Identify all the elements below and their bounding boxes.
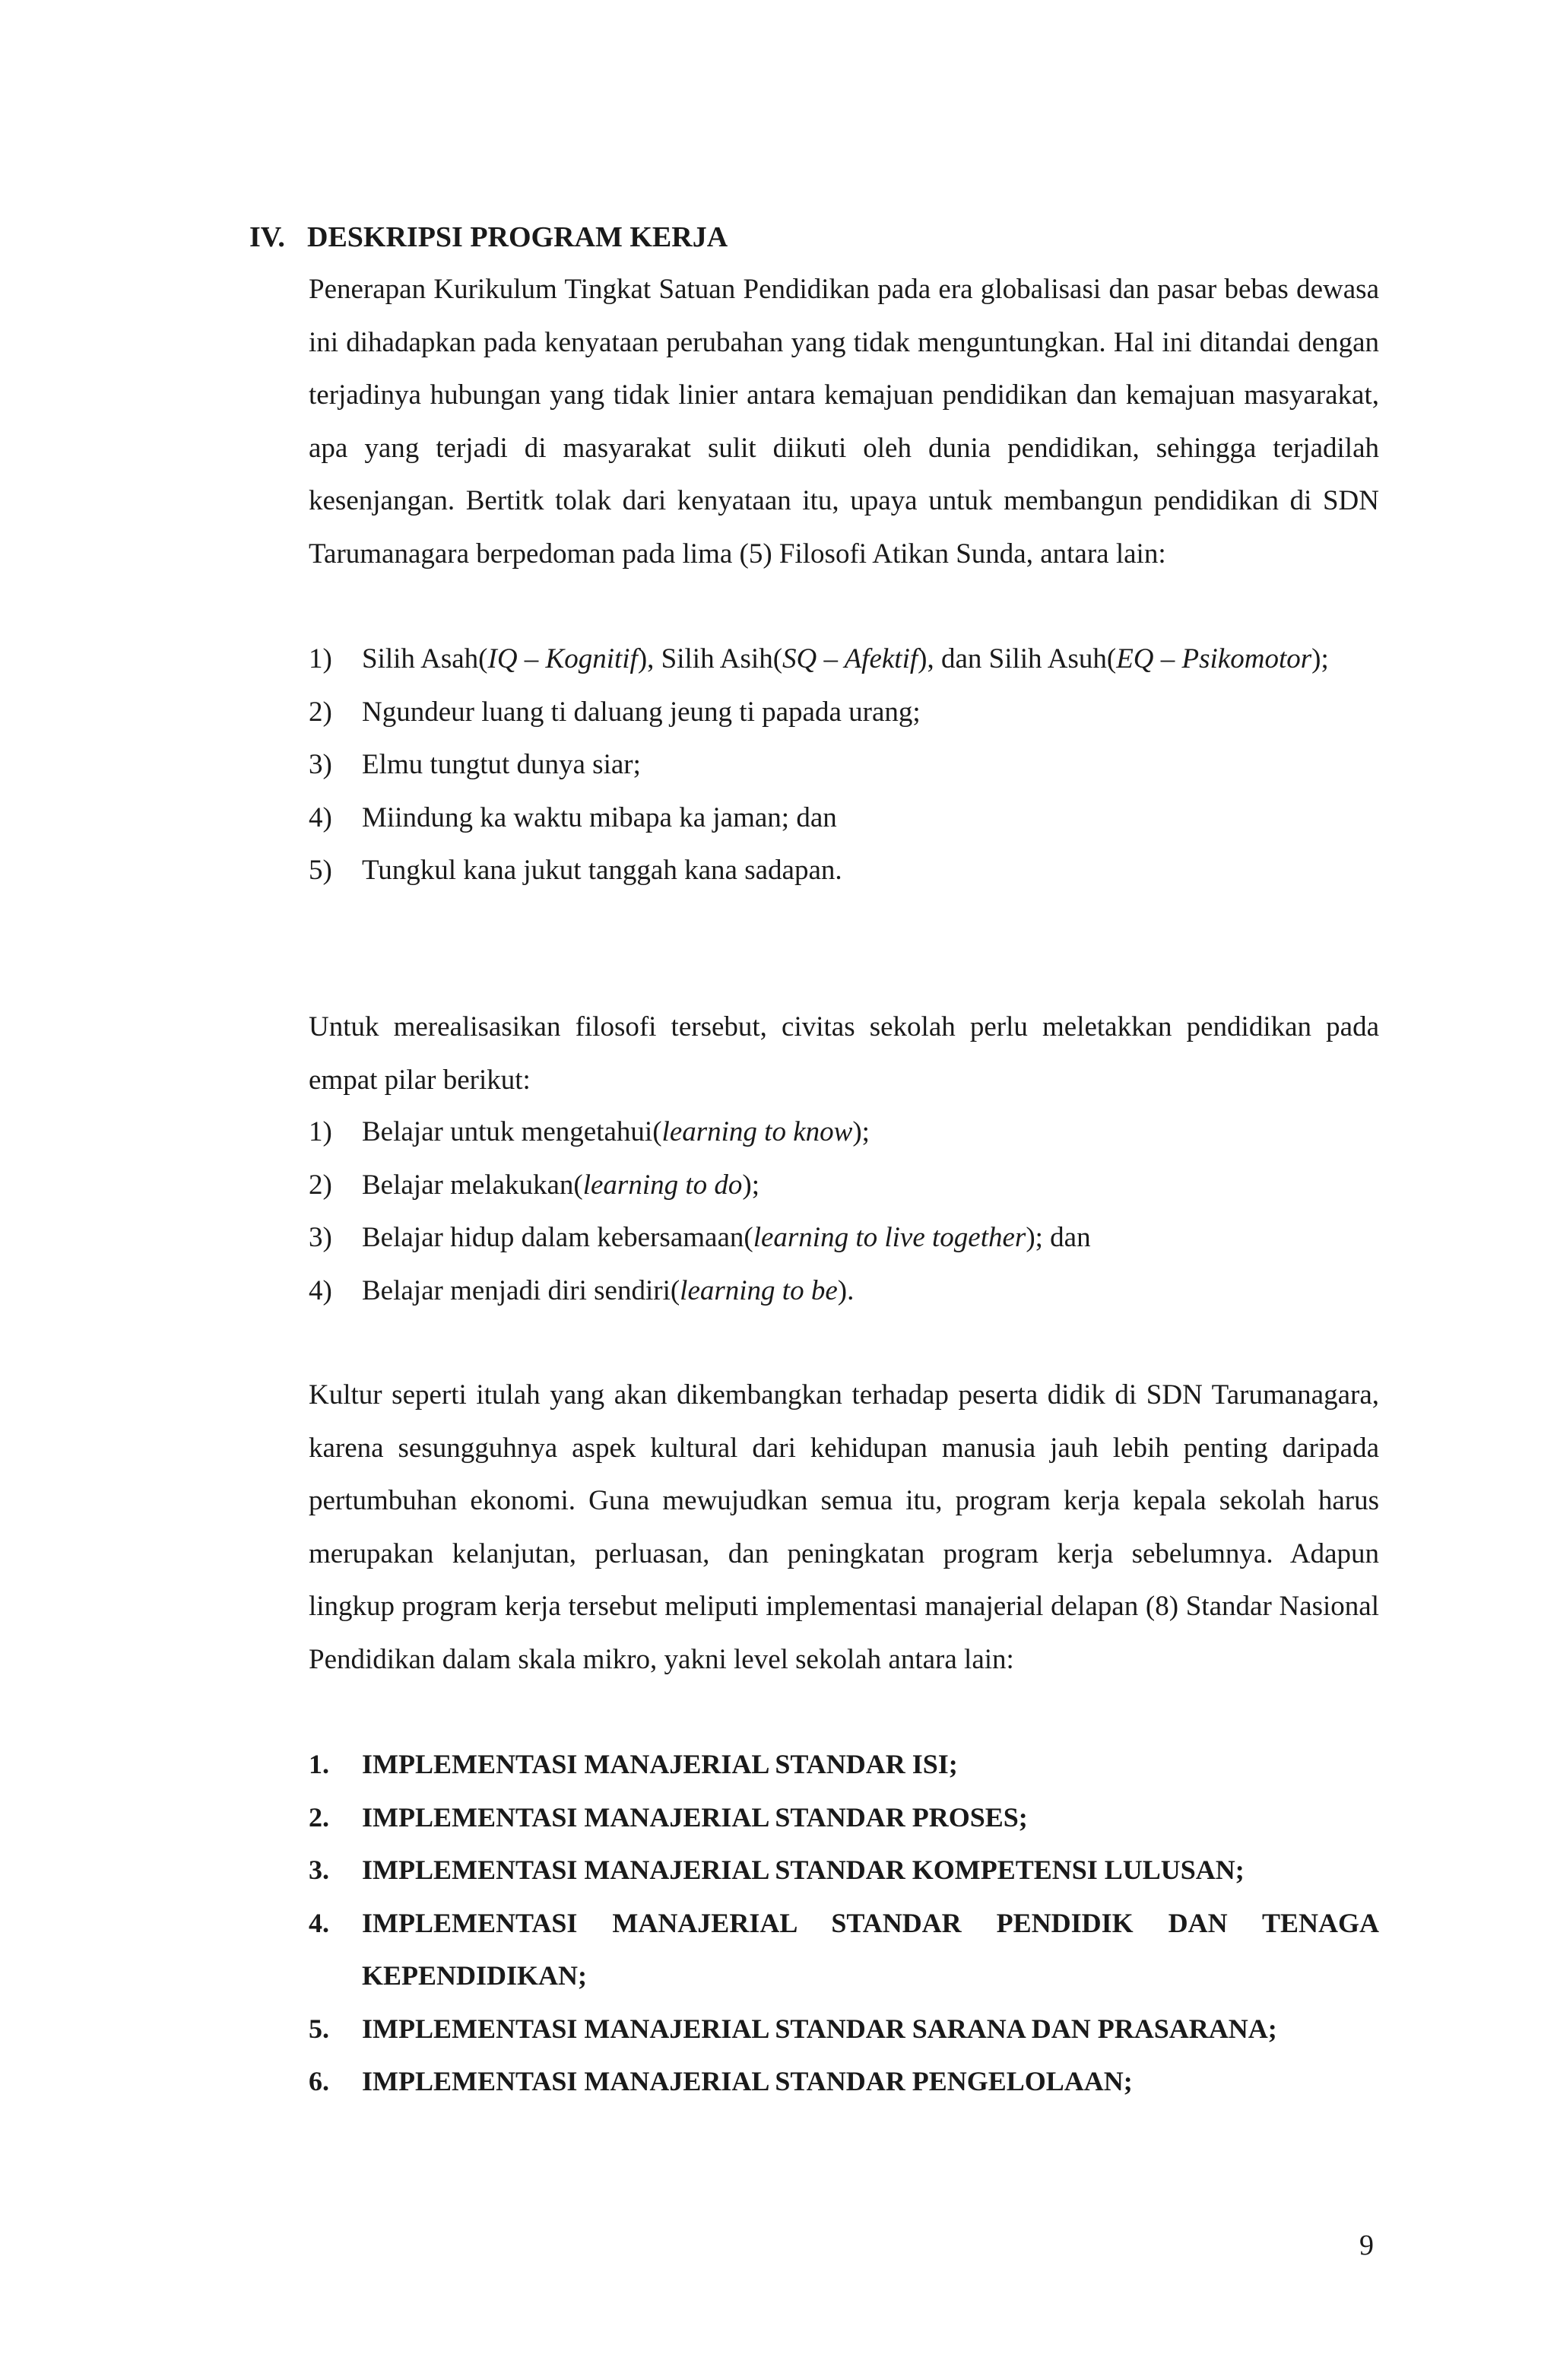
list-item-italic-text: SQ – Afektif [782, 643, 918, 674]
standar-list [309, 1738, 1379, 2109]
list-item [309, 633, 1379, 686]
list-item-number: 2) [309, 696, 332, 728]
list-item-text: Miindung ka waktu mibapa ka jaman; dan [362, 801, 837, 833]
list-item-number: 3) [309, 749, 332, 780]
list-item [309, 1211, 1379, 1265]
list-item-text: ), Silih Asih( [637, 643, 783, 674]
section-title: DESKRIPSI PROGRAM KERJA [307, 221, 728, 253]
list-item-text: IMPLEMENTASI MANAJERIAL STANDAR KOMPETENSI LULUSAN; [362, 1855, 1245, 1885]
list-item-text: Belajar untuk mengetahui( [362, 1116, 662, 1147]
list-item-text: IMPLEMENTASI MANAJERIAL STANDAR SARANA DAN PRASARANA; [362, 2013, 1277, 2044]
pilar-paragraph: Untuk merealisasikan filosofi tersebut, civitas sekolah perlu meletakkan pendidikan pada empat pilar berikut: [309, 1011, 1379, 1096]
list-item-text: Belajar menjadi diri sendiri( [362, 1274, 680, 1306]
list-item-text: ); dan [1026, 1222, 1091, 1253]
list-item-italic-text: learning to do [582, 1169, 743, 1201]
list-item [309, 1897, 1379, 2003]
list-item-number: 1. [309, 1749, 329, 1779]
pilar-list [309, 1106, 1379, 1317]
list-item-text: Belajar melakukan( [362, 1169, 583, 1201]
list-item-italic-text: IQ – Kognitif [487, 643, 638, 674]
list-item-italic-text: learning to know [661, 1116, 853, 1147]
filosofi-list [309, 633, 1379, 897]
list-item-text: ), dan Silih Asuh( [918, 643, 1117, 674]
kultur-paragraph: Kultur seperti itulah yang akan dikembangkan terhadap peserta didik di SDN Tarumanagara, karena sesungguhnya aspek kultural dari kehidupan manusia jauh lebih penting daripada pertumbuhan ekonomi. Guna mewujudkan semua itu, program kerja kepala sekolah harus merupakan kelanjutan, perluasan, dan peningkatan program kerja sebelumnya. Adapun lingkup program kerja tersebut meliputi implementasi manajerial delapan (8) Standar Nasional Pendidikan dalam skala mikro, yakni level sekolah antara lain: [309, 1379, 1379, 1675]
list-item-text: Belajar hidup dalam kebersamaan( [362, 1222, 753, 1253]
list-item-text: ); [742, 1169, 760, 1201]
list-item [309, 792, 1379, 845]
list-item-text: IMPLEMENTASI MANAJERIAL STANDAR PENDIDIK DAN TENAGA KEPENDIDIKAN; [362, 1907, 1379, 1991]
list-item-number: 5. [309, 2013, 329, 2044]
list-item-text: IMPLEMENTASI MANAJERIAL STANDAR ISI; [362, 1749, 958, 1779]
list-item-number: 2. [309, 1801, 329, 1833]
list-item-text: Tungkul kana jukut tanggah kana sadapan. [362, 855, 842, 886]
list-item [309, 1738, 1379, 1791]
list-item-number: 1) [309, 1116, 332, 1147]
list-item-number: 5) [309, 855, 332, 886]
section-number: IV. [249, 221, 285, 253]
list-item [309, 1844, 1379, 1897]
list-item-number: 1) [309, 643, 332, 674]
list-item-number: 2) [309, 1169, 332, 1201]
list-item [309, 2003, 1379, 2056]
list-item-text: Elmu tungtut dunya siar; [362, 749, 641, 780]
list-item [309, 1106, 1379, 1159]
list-item-text: Silih Asah( [362, 643, 488, 674]
list-item [309, 1159, 1379, 1212]
list-item [309, 1265, 1379, 1318]
list-item-number: 3) [309, 1222, 332, 1253]
list-item [309, 2055, 1379, 2109]
list-item-text: Ngundeur luang ti daluang jeung ti papada urang; [362, 696, 921, 728]
list-item [309, 738, 1379, 792]
list-item-number: 3. [309, 1855, 329, 1885]
list-item-italic-text: learning to live together [753, 1222, 1026, 1253]
list-item-text: ); [852, 1116, 870, 1147]
intro-paragraph: Penerapan Kurikulum Tingkat Satuan Pendidikan pada era globalisasi dan pasar bebas dewasa ini dihadapkan pada kenyataan perubahan yang tidak menguntungkan. Hal ini ditandai dengan terjadinya hubungan yang tidak linier antara kemajuan pendidikan dan kemajuan masyarakat, apa yang terjadi di masyarakat sulit diikuti oleh dunia pendidikan, sehingga terjadilah kesenjangan. Bertitk tolak dari kenyataan itu, upaya untuk membangun pendidikan di SDN Tarumanagara berpedoman pada lima (5) Filosofi Atikan Sunda, antara lain: [309, 274, 1379, 570]
list-item-number: 4. [309, 1907, 329, 1938]
list-item [309, 1791, 1379, 1845]
list-item-text: IMPLEMENTASI MANAJERIAL STANDAR PENGELOLAAN; [362, 2066, 1133, 2096]
list-item-text: ). [837, 1274, 855, 1306]
list-item-italic-text: EQ – Psikomotor [1116, 643, 1312, 674]
list-item-number: 4) [309, 801, 332, 833]
list-item-number: 4) [309, 1274, 332, 1306]
list-item-text: IMPLEMENTASI MANAJERIAL STANDAR PROSES; [362, 1801, 1028, 1833]
section-heading [249, 216, 728, 259]
list-item [309, 844, 1379, 897]
list-item-text: ); [1311, 643, 1329, 674]
list-item [309, 686, 1379, 739]
list-item-number: 6. [309, 2066, 329, 2096]
page-number: 9 [1359, 2229, 1374, 2261]
list-item-italic-text: learning to be [680, 1274, 838, 1306]
